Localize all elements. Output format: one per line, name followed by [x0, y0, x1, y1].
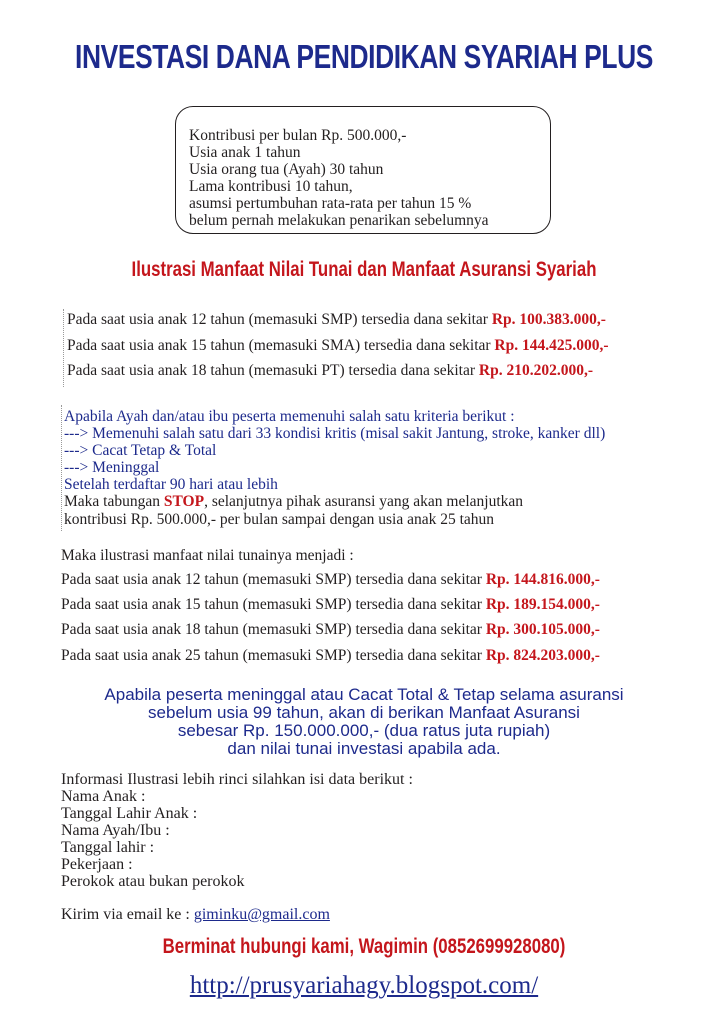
benefit2-row [61, 621, 600, 639]
contact-line: Berminat hubungi kami, Wagimin (0852699928080) [162, 935, 566, 958]
death-benefit-line: dan nilai tunai investasi apabila ada. [227, 739, 501, 758]
death-benefit-line: sebesar Rp. 150.000.000,- (dua ratus juta rupiah) [177, 721, 551, 740]
benefit-amount: Rp. 144.425.000,- [494, 337, 609, 354]
dotted-divider [61, 405, 62, 531]
benefit-amount: Rp. 300.105.000,- [485, 621, 600, 638]
form-intro: Informasi Ilustrasi lebih rinci silahkan isi data berikut : [61, 771, 413, 788]
benefit-text: Pada saat usia anak 15 tahun (memasuki SMA) tersedia dana sekitar [67, 337, 495, 354]
form-field-label: Nama Ayah/Ibu : [61, 822, 170, 839]
benefit-row [67, 362, 593, 380]
form-field-label: Tanggal Lahir Anak : [61, 805, 198, 822]
assumption-line: asumsi pertumbuhan rata-rata per tahun 15 % [189, 195, 472, 212]
benefit-row [67, 337, 609, 355]
assumption-line: Usia anak 1 tahun [189, 144, 301, 161]
illustration-intro: Maka ilustrasi manfaat nilai tunainya menjadi : [61, 547, 354, 564]
benefit2-row [61, 596, 600, 614]
benefit-amount: Rp. 210.202.000,- [478, 362, 594, 379]
email-link[interactable]: giminku@gmail.com [193, 906, 330, 923]
assumption-line: Lama kontribusi 10 tahun, [189, 178, 353, 195]
criteria-item: ---> Memenuhi salah satu dari 33 kondisi kritis (misal sakit Jantung, stroke, kanker dll) [64, 425, 606, 442]
benefit-amount: Rp. 144.816.000,- [485, 571, 600, 588]
death-benefit-line: Apabila peserta meninggal atau Cacat Total & Tetap selama asuransi [104, 685, 624, 704]
criteria-item: ---> Meninggal [64, 459, 160, 476]
email-prefix: Kirim via email ke : [61, 906, 194, 923]
benefit-text: Pada saat usia anak 25 tahun (memasuki SMP) tersedia dana sekitar [61, 647, 486, 664]
form-field-label: Tanggal lahir : [61, 839, 155, 856]
criteria-item: ---> Cacat Tetap & Total [64, 442, 217, 459]
stop-suffix: , selanjutnya pihak asuransi yang akan melanjutkan [204, 493, 524, 510]
benefit-amount: Rp. 824.203.000,- [485, 647, 600, 664]
benefit-text: Pada saat usia anak 15 tahun (memasuki SMP) tersedia dana sekitar [61, 596, 486, 613]
benefit2-row [61, 571, 600, 589]
blog-url-link[interactable]: http://prusyariahagy.blogspot.com/ [189, 972, 539, 999]
section-subtitle: Ilustrasi Manfaat Nilai Tunai dan Manfaat Asuransi Syariah [131, 258, 597, 281]
stop-word: STOP [163, 493, 205, 510]
page-title: INVESTASI DANA PENDIDIKAN SYARIAH PLUS [75, 38, 653, 75]
form-field-label: Nama Anak : [61, 788, 146, 805]
criteria-stop-line [64, 493, 523, 510]
form-field-label: Pekerjaan : [61, 856, 133, 873]
email-line [61, 906, 330, 923]
benefit-amount: Rp. 189.154.000,- [485, 596, 600, 613]
benefit-text: Pada saat usia anak 12 tahun (memasuki SMP) tersedia dana sekitar [67, 311, 492, 328]
stop-prefix: Maka tabungan [64, 493, 164, 510]
assumption-line: belum pernah melakukan penarikan sebelumnya [189, 212, 489, 229]
benefit-text: Pada saat usia anak 18 tahun (memasuki SMP) tersedia dana sekitar [61, 621, 486, 638]
criteria-registered: Setelah terdaftar 90 hari atau lebih [64, 476, 278, 493]
criteria-intro: Apabila Ayah dan/atau ibu peserta memenuhi salah satu kriteria berikut : [64, 408, 515, 425]
benefit-text: Pada saat usia anak 18 tahun (memasuki PT) tersedia dana sekitar [67, 362, 479, 379]
benefit-amount: Rp. 100.383.000,- [491, 311, 606, 328]
assumption-line: Usia orang tua (Ayah) 30 tahun [189, 161, 384, 178]
assumption-line: Kontribusi per bulan Rp. 500.000,- [189, 127, 407, 144]
benefit-row [67, 311, 606, 329]
criteria-continue: kontribusi Rp. 500.000,- per bulan sampai dengan usia anak 25 tahun [64, 511, 495, 528]
benefit2-row [61, 647, 600, 665]
death-benefit-line: sebelum usia 99 tahun, akan di berikan Manfaat Asuransi [148, 703, 580, 722]
benefit-text: Pada saat usia anak 12 tahun (memasuki SMP) tersedia dana sekitar [61, 571, 486, 588]
dotted-divider [63, 309, 64, 387]
form-field-label: Perokok atau bukan perokok [61, 873, 245, 890]
